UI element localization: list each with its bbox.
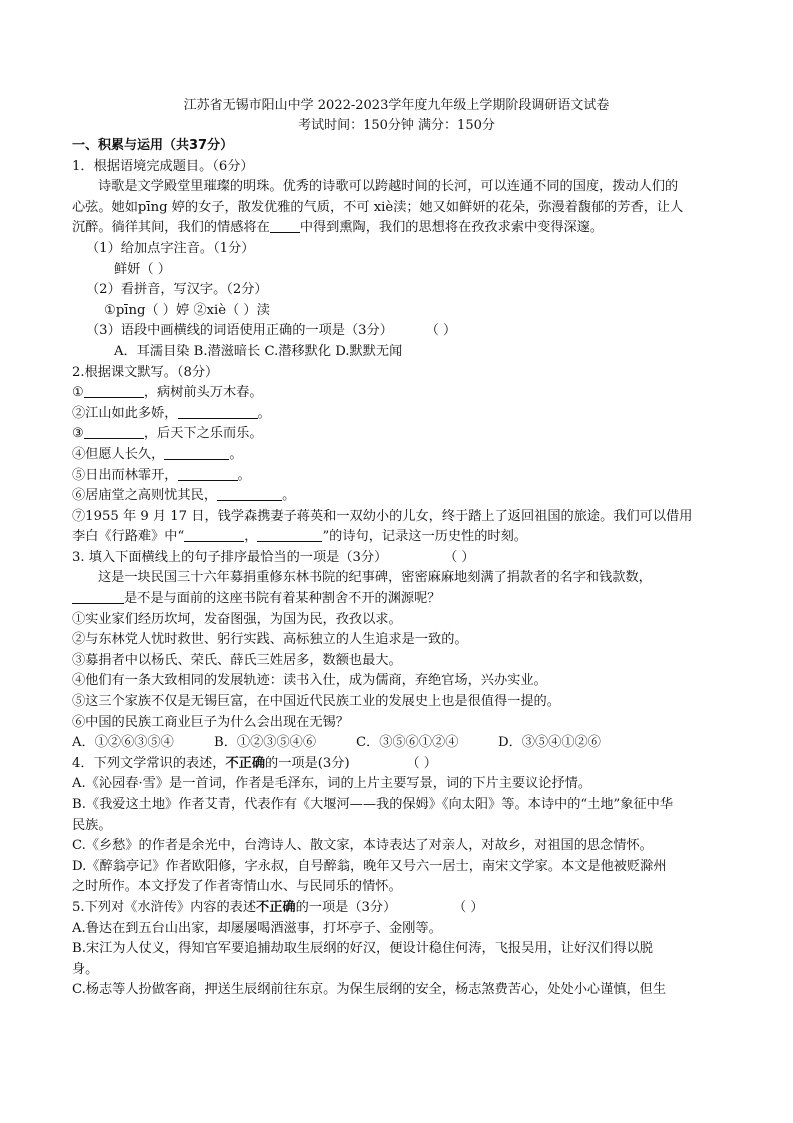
answer-blank[interactable] [184,527,244,542]
answer-paren[interactable]: （ ） [406,755,437,771]
q4-stem: 4．下列文学常识的表述，不正确的一项是(3分) （ ） [72,754,722,775]
q1-passage-line: 沉醉。徜徉其间，我们的情感将在 中得到熏陶，我们的思想将在孜孜求索中变得深邃。 [72,220,604,236]
exam-content [72,136,722,1001]
answer-blank[interactable] [178,466,238,481]
option-b[interactable]: B．①②③⑤④⑥ [214,735,317,751]
q3-passage-line: 是不是与面前的这座书院有着某种割舍不开的渊源呢？ [72,589,722,610]
q2-item: ④但愿人长久， 。 [72,446,243,462]
q5-option-a[interactable]: A.鲁达在到五台山出家，却屡屡喝酒滋事，打坏亭子、金刚等。 [72,920,442,936]
q3-sentence: ④他们有一条大致相同的发展轨迹：读书入仕，成为儒商，弃绝官场，兴办实业。 [72,673,547,689]
q1-sub2-item: ①pīng（ ）婷 ②xiè（ ）渎 [104,302,270,318]
q2-item: ⑤日出而林霏开， 。 [72,467,251,483]
answer-paren[interactable]: （ ） [453,899,484,915]
q4-option-a[interactable]: A.《沁园春·雪》是一首词，作者是毛泽东，词的上片主要写景，词的下片主要议论抒情。 [72,776,592,792]
answer-blank[interactable] [84,424,144,439]
q1-sub1: （1）给加点字注音。（1分） [86,240,255,256]
answer-blank[interactable] [257,527,322,542]
q3-stem: 3. 填入下面横线上的句子排序最恰当的一项是（3分） （ ） [72,548,722,569]
answer-blank[interactable] [217,486,282,501]
q3-sentence: ⑥中国的民族工商业巨子为什么会出现在无锡？ [72,714,349,730]
q4-option-c[interactable]: C.《乡愁》的作者是余光中，台湾诗人、散文家，本诗表达了对亲人，对故乡，对祖国的思念情怀。 [72,838,653,854]
q3-sentence: ②与东林党人忧时救世、躬行实践、高标独立的人生追求是一致的。 [72,632,468,648]
q4-option-d[interactable]: D.《醉翁亭记》作者欧阳修，字永叔，自号醉翁，晚年又号六一居士，南宋文学家。本文是他被贬滁州 [72,858,667,874]
q2-item: ⑦1955 年 9 月 17 日，钱学森携妻子蒋英和一双幼小的儿女，终于踏上了返回祖国的旅途。我们可以借用 [72,508,693,524]
q4-option-d-cont: 之时所作。本文抒发了作者寄情山水、与民同乐的情怀。 [72,879,402,895]
option-a[interactable]: A．①②⑥③⑤④ [72,735,174,751]
q5-option-b-cont: 身。 [72,961,99,977]
q3-sentence: ③募捐者中以杨氏、荣氏、薛氏三姓居多，数额也最大。 [72,652,402,668]
exam-title: 江苏省无锡市阳山中学 2022-2023学年度九年级上学期阶段调研语文试卷 [183,98,610,113]
q2-item: ① ，病树前头万木春。 [72,385,263,401]
q2-item: 李白《行路难》中“ ， ”的诗句，记录这一历史性的时刻。 [72,529,527,545]
answer-blank[interactable] [164,445,229,460]
q3-options [72,733,722,754]
answer-paren[interactable]: （ ） [444,549,475,565]
section-heading: 一、积累与运用（共37分） [72,138,234,153]
q2-stem: 2.根据课文默写。（8分） [72,364,219,380]
exam-meta: 考试时间：150分钟 满分：150分 [298,118,495,133]
answer-blank[interactable] [84,383,144,398]
q5-option-b[interactable]: B.宋江为人仗义，得知官军要追捕劫取生辰纲的好汉，便设计稳住何涛，飞报吴用，让好汉们得以脱 [72,941,653,957]
option-d[interactable]: D．③⑤④①②⑥ [498,735,601,751]
answer-blank[interactable] [178,404,258,419]
q5-option-c[interactable]: C.杨志等人扮做客商，押送生辰纲前往东京。为保生辰纲的安全，杨志煞费苦心，处处小心谨慎，但生 [72,982,667,998]
answer-paren[interactable]: （ ） [425,323,457,339]
q1-sub2: （2）看拼音，写汉字。（2分） [86,282,268,298]
answer-blank[interactable] [72,589,124,604]
q1-passage-line: 心弦。她如pīng 婷的女子，散发优雅的气质，不可 xiè渎；她又如鲜妍的花朵，弥漫着馥郁的芳香，让人 [72,199,684,215]
q4-option-b[interactable]: B.《我爱这土地》作者艾青，代表作有《大堰河——我的保姆》《向太阳》等。本诗中的“土地”象征中华 [72,797,674,812]
q5-stem: 5.下列对《水浒传》内容的表述不正确的一项是（3分） （ ） [72,898,722,919]
q2-item: ②江山如此多娇， 。 [72,405,271,421]
q4-option-b-cont: 民族。 [72,817,112,833]
q2-item: ⑥居庙堂之高则忧其民， 。 [72,488,296,504]
option-c[interactable]: C．③⑤⑥①②④ [356,735,459,751]
q3-sentence: ①实业家们经历坎坷，发奋图强，为国为民，孜孜以求。 [72,611,402,627]
answer-blank[interactable] [270,218,300,233]
q1-passage-line: 诗歌是文学殿堂里璀璨的明珠。优秀的诗歌可以跨越时间的长河，可以连通不同的国度，拨动人们的 [98,179,679,195]
q1-stem: 1．根据语境完成题目。（6分） [72,158,254,174]
q3-sentence: ⑤这三个家族不仅是无锡巨富，在中国近代民族工业的发展史上也是很值得一提的。 [72,694,560,710]
exam-header [0,96,793,136]
q2-item: ③ ，后天下之乐而乐。 [72,426,263,442]
q1-sub3: （3）语段中画横线的词语使用正确的一项是（3分） （ ） [72,321,722,342]
q1-sub1-item: 鲜妍（ ） [114,261,171,277]
q1-sub3-options: A．耳濡目染 B.潜滋暗长 C.潜移默化 D.默默无闻 [114,343,403,359]
q3-passage-line: 这是一块民国三十六年募捐重修东林书院的纪事碑，密密麻麻地刻满了捐款者的名字和钱款数， [98,570,652,586]
